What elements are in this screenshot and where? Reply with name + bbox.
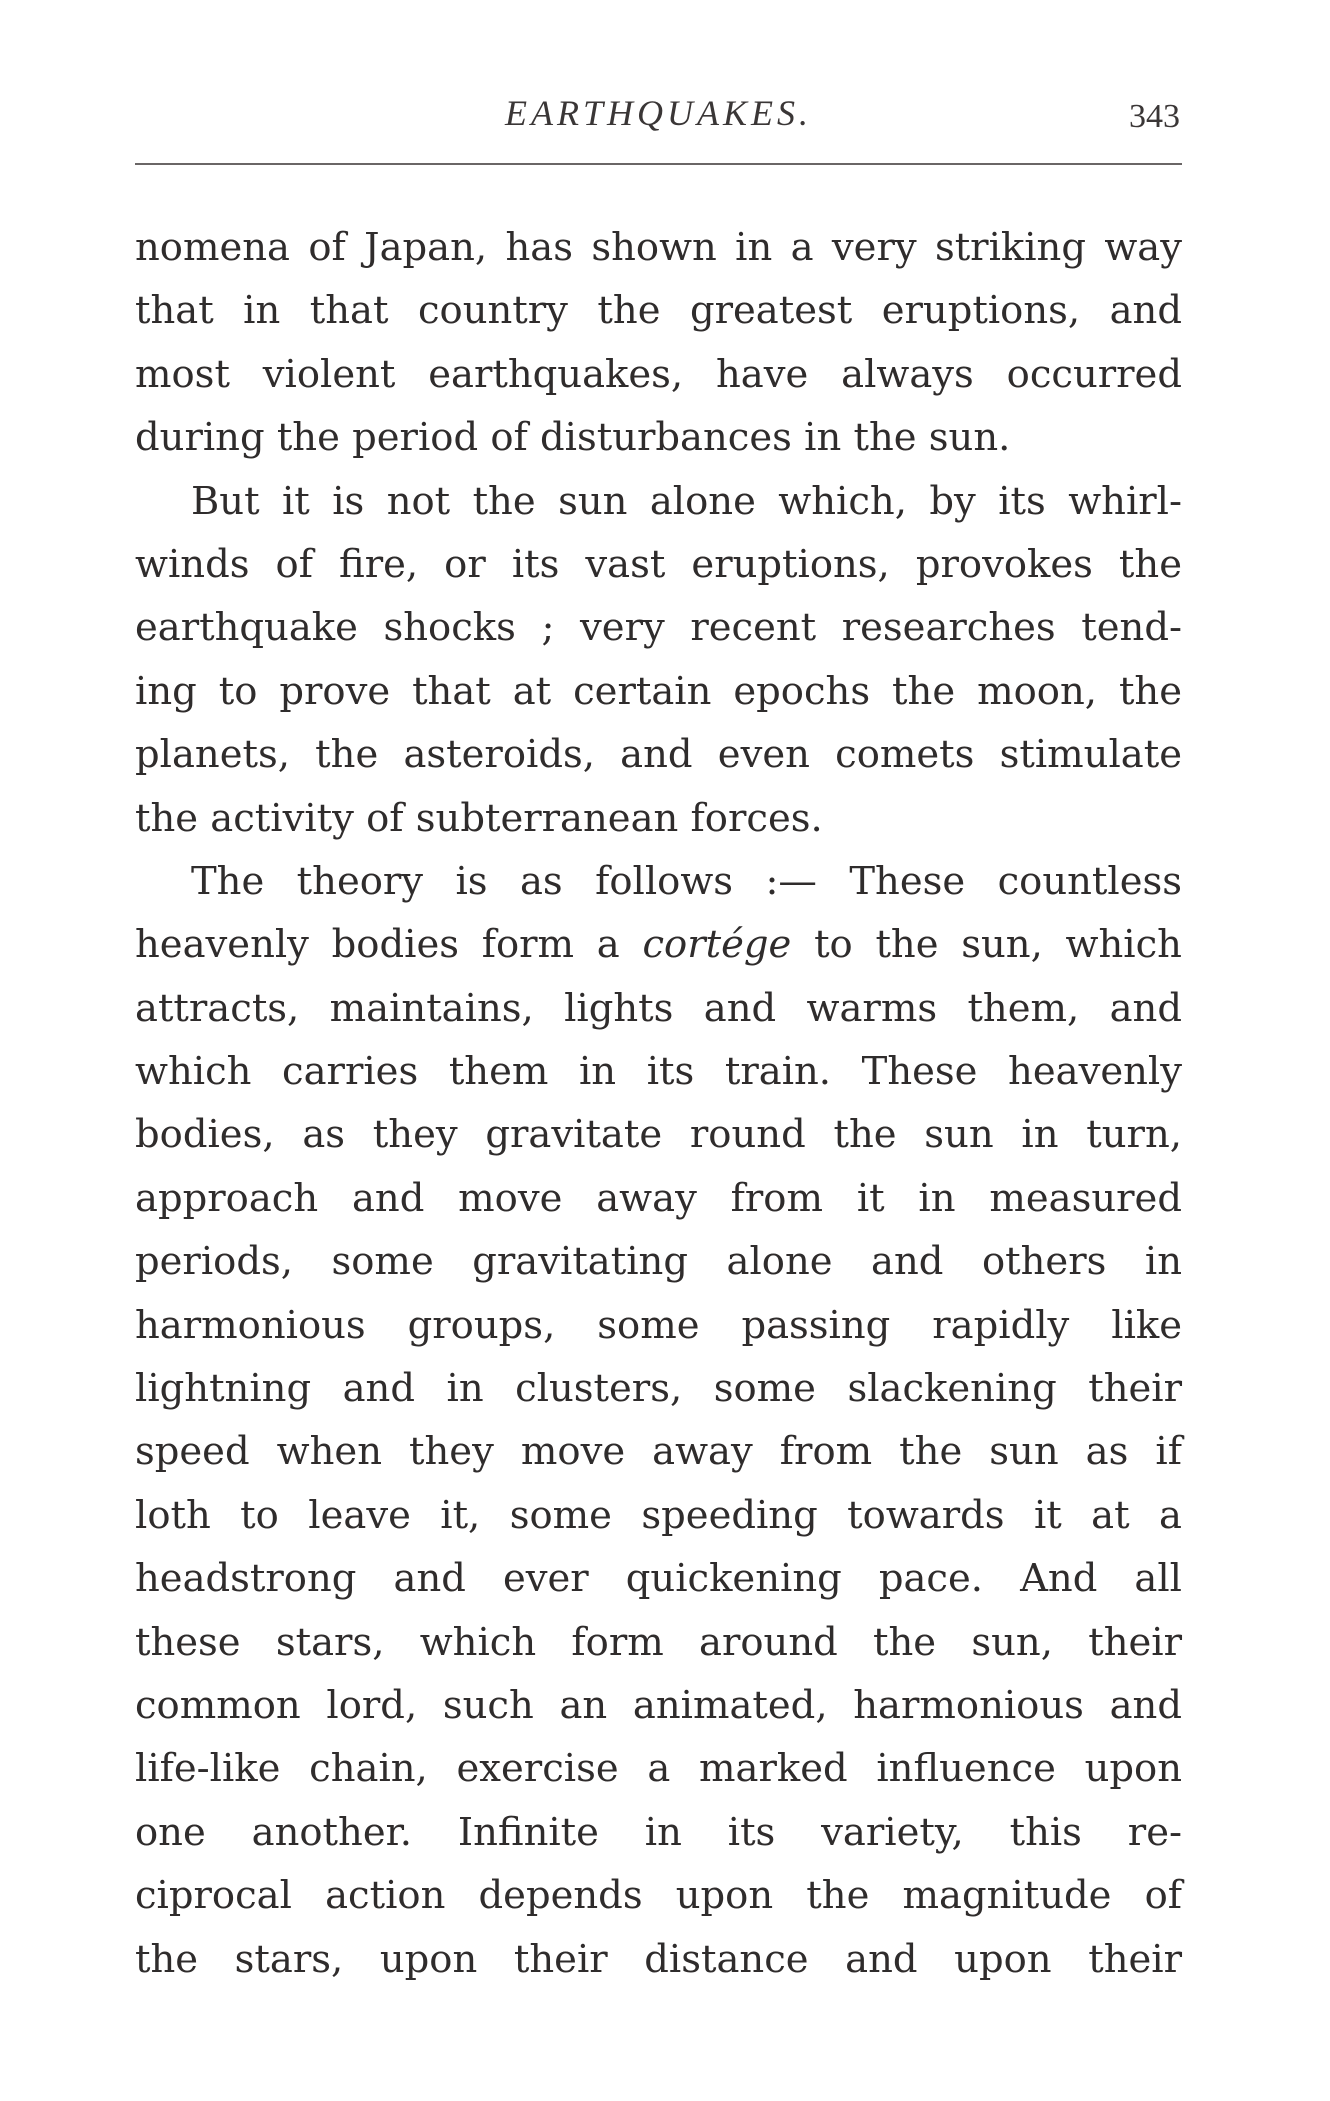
- page-number: 343: [1129, 98, 1180, 135]
- text-line-with-italic: [135, 913, 1182, 976]
- paragraph-start-line: The theory is as follows :— These countless: [191, 858, 1182, 904]
- text-line: planets, the asteroids, and even comets stimulate: [135, 732, 1182, 778]
- header-rule: [135, 163, 1182, 165]
- text-line: ing to prove that at certain epochs the moon, the: [135, 668, 1182, 714]
- text-line: most violent earthquakes, have always occurred: [135, 351, 1182, 397]
- text-line: speed when they move away from the sun as if: [135, 1429, 1182, 1475]
- running-title: EARTHQUAKES.: [505, 93, 812, 133]
- text-line: harmonious groups, some passing rapidly like: [135, 1302, 1182, 1348]
- text-segment: heavenly bodies form a: [135, 922, 620, 968]
- text-line: the stars, upon their distance and upon their: [135, 1936, 1182, 1982]
- text-segment: to the sun, which: [814, 922, 1182, 968]
- text-line: winds of fire, or its vast eruptions, provokes the: [135, 541, 1182, 587]
- text-line: loth to leave it, some speeding towards it at a: [135, 1492, 1182, 1538]
- running-head: [135, 92, 1182, 142]
- text-line: approach and move away from it in measured: [135, 1175, 1182, 1221]
- text-line: which carries them in its train. These heavenly: [135, 1049, 1182, 1095]
- text-line: nomena of Japan, has shown in a very striking way: [135, 225, 1182, 270]
- text-line: during the period of disturbances in the sun.: [135, 415, 1011, 461]
- text-line: headstrong and ever quickening pace. And all: [135, 1556, 1182, 1602]
- text-line: life-like chain, exercise a marked influence upon: [135, 1746, 1182, 1792]
- text-line: that in that country the greatest eruptions, and: [135, 288, 1182, 334]
- paragraph-start-line: But it is not the sun alone which, by its whirl-: [191, 478, 1182, 524]
- text-line: earthquake shocks ; very recent researches tend-: [135, 605, 1182, 651]
- text-line: one another. Infinite in its variety, this re-: [135, 1809, 1182, 1855]
- italic-word-cortege: cortége: [642, 922, 792, 968]
- text-line: common lord, such an animated, harmonious and: [135, 1682, 1182, 1728]
- text-line: attracts, maintains, lights and warms them, and: [135, 985, 1182, 1031]
- text-line: lightning and in clusters, some slackening their: [135, 1366, 1182, 1412]
- text-line: ciprocal action depends upon the magnitude of: [135, 1873, 1182, 1919]
- text-line: these stars, which form around the sun, their: [135, 1619, 1182, 1665]
- text-line: bodies, as they gravitate round the sun in turn,: [135, 1112, 1182, 1158]
- text-line: the activity of subterranean forces.: [135, 795, 823, 841]
- text-line: periods, some gravitating alone and others in: [135, 1239, 1182, 1285]
- body-text: [135, 216, 1182, 1991]
